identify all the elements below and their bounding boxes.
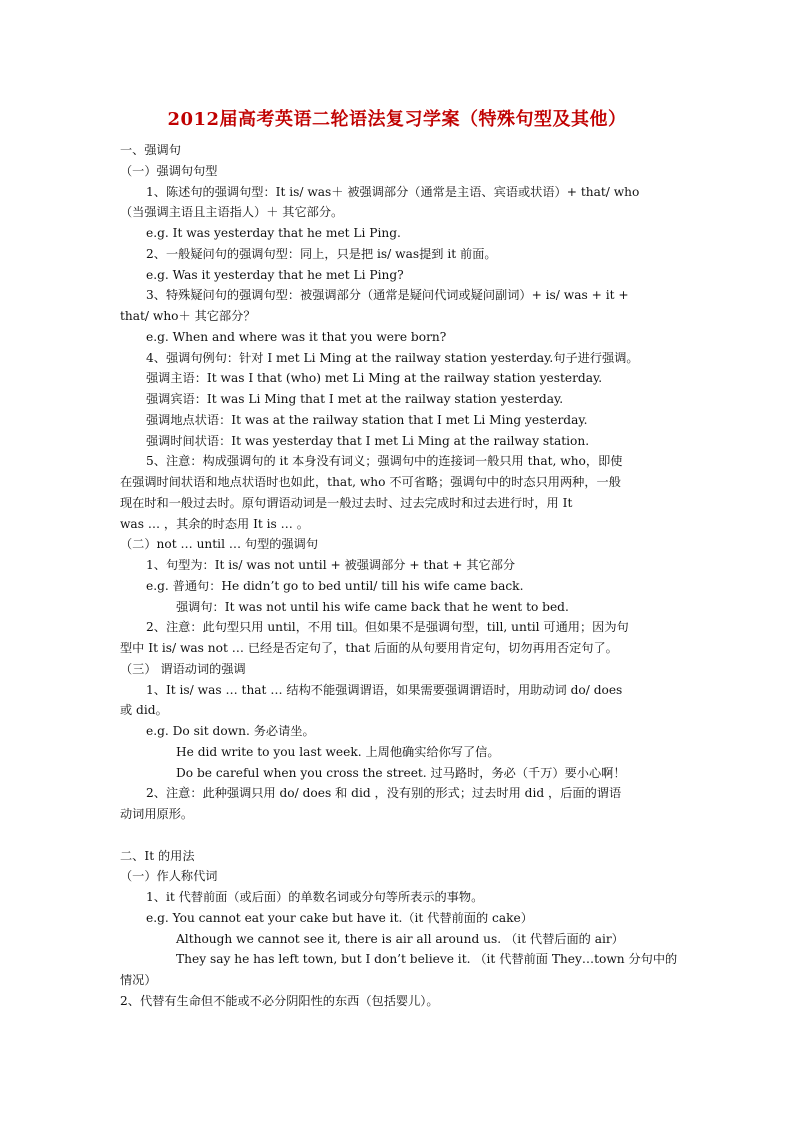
paragraph-line: 4、强调句例句：针对 I met Li Ming at the railway station yesterday.句子进行强调。 <box>146 350 639 365</box>
example-line: 强调句：It was not until his wife came back that he went to bed. <box>176 599 569 614</box>
example-line: e.g. 普通句：He didn’t go to bed until/ till his wife came back. <box>146 578 524 593</box>
paragraph-line: 2、注意：此种强调只用 do/ does 和 did ，没有别的形式；过去时用 did ，后面的谓语 <box>146 786 622 801</box>
example-line: 强调时间状语：It was yesterday that I met Li Ming at the railway station. <box>146 433 590 448</box>
subsection-heading: （二）not … until … 句型的强调句 <box>120 537 319 552</box>
paragraph-line: 1、句型为：It is/ was not until + 被强调部分 + that + 其它部分 <box>146 558 516 572</box>
example-line: e.g. When and where was it that you were born? <box>146 329 447 344</box>
example-line: Although we cannot see it, there is air all around us. （it 代替后面的 air） <box>176 931 624 946</box>
example-line: He did write to you last week. 上周他确实给你写了信。 <box>176 744 500 759</box>
document-title: 2012届高考英语二轮语法复习学案（特殊句型及其他） <box>167 109 627 130</box>
paragraph-line: 2、代替有生命但不能或不必分阴阳性的东西（包括婴儿）。 <box>120 993 439 1008</box>
section-heading: 二、It 的用法 <box>120 848 195 863</box>
paragraph-line: 5、注意：构成强调句的 it 本身没有词义；强调句中的连接词一般只用 that, who，即使 <box>146 454 623 469</box>
paragraph-line: 现在时和一般过去时。原句谓语动词是一般过去时、过去完成时和过去进行时，用 It <box>120 495 573 510</box>
example-line: Do be careful when you cross the street. 过马路时，务必（千万）要小心啊！ <box>176 765 626 780</box>
paragraph-line: 2、注意：此句型只用 until，不用 till。但如果不是强调句型，till, until 可通用；因为句 <box>146 620 629 635</box>
paragraph-line: 在强调时间状语和地点状语时也如此，that, who 不可省略；强调句中的时态只用两种，一般 <box>120 475 621 489</box>
paragraph-line: 动词用原形。 <box>120 807 194 821</box>
section-heading: 一、强调句 <box>120 143 181 157</box>
paragraph-line: 1、It is/ was … that … 结构不能强调谓语，如果需要强调谓语时，用助动词 do/ does <box>146 682 623 697</box>
paragraph-line: （当强调主语且主语指人）＋ 其它部分。 <box>120 205 344 220</box>
example-line: 强调宾语：It was Li Ming that I met at the railway station yesterday. <box>146 392 564 406</box>
paragraph-line: 1、陈述句的强调句型：It is/ was＋ 被强调部分（通常是主语、宾语或状语）+ that/ who <box>146 184 640 199</box>
blank-line <box>120 825 680 846</box>
paragraph-line: 2、一般疑问句的强调句型：同上，只是把 is/ was提到 it 前面。 <box>146 246 497 261</box>
document-body <box>120 140 680 1012</box>
example-line: e.g. It was yesterday that he met Li Ping. <box>146 226 401 240</box>
paragraph-line: was … ，其余的时态用 It is … 。 <box>120 516 309 531</box>
paragraph-line: 情况） <box>120 973 157 987</box>
paragraph-line: that/ who＋ 其它部分？ <box>120 309 256 323</box>
paragraph-line: 3、特殊疑问句的强调句型：被强调部分（通常是疑问代词或疑问副词）+ is/ was + it + <box>146 288 629 303</box>
example-line: 强调主语：It was I that (who) met Li Ming at the railway station yesterday. <box>146 371 603 386</box>
paragraph-line: 型中 It is/ was not … 已经是否定句了，that 后面的从句要用肯定句，切勿再用否定句了。 <box>120 641 618 655</box>
paragraph-line: 1、it 代替前面（或后面）的单数名词或分句等所表示的事物。 <box>146 890 484 904</box>
example-line: e.g. Was it yesterday that he met Li Ping? <box>146 267 404 282</box>
paragraph-line: 或 did。 <box>120 703 168 718</box>
subsection-heading: （一）强调句句型 <box>120 163 218 178</box>
example-line: They say he has left town, but I don’t believe it. （it 代替前面 They…town 分句中的 <box>176 952 678 967</box>
example-line: e.g. Do sit down. 务必请坐。 <box>146 724 315 738</box>
subsection-heading: （一）作人称代词 <box>120 869 218 884</box>
subsection-heading: （三） 谓语动词的强调 <box>120 661 246 676</box>
example-line: 强调地点状语：It was at the railway station that I met Li Ming yesterday. <box>146 412 588 427</box>
example-line: e.g. You cannot eat your cake but have it.（it 代替前面的 cake） <box>146 910 533 925</box>
